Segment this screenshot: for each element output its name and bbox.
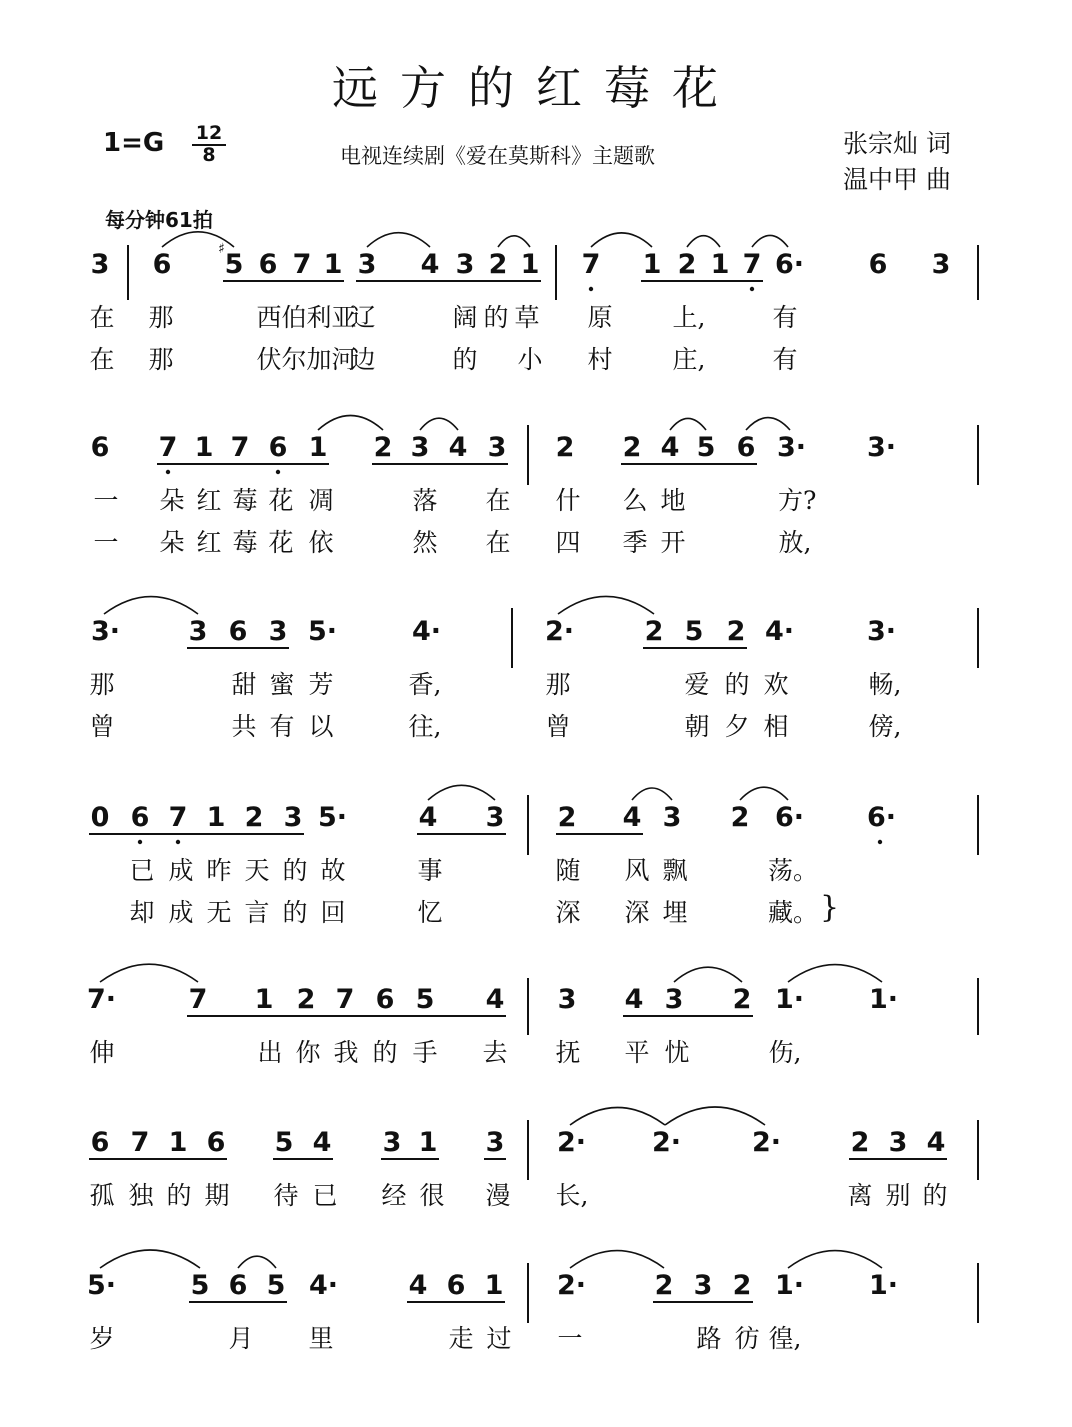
note: 4 <box>660 432 680 463</box>
note: 1 <box>168 1127 188 1158</box>
lyric-character: 花 <box>268 486 294 515</box>
note: 6 <box>228 616 248 647</box>
note: 2· <box>752 1127 782 1158</box>
note: 5 <box>266 1270 286 1301</box>
time-signature-bottom: 8 <box>202 144 216 166</box>
note: 6 <box>258 249 278 280</box>
note: 3 <box>485 802 505 833</box>
slur <box>100 964 198 982</box>
note: 3· <box>867 432 897 463</box>
note: 3 <box>931 249 951 280</box>
lyric-character: 边 <box>350 345 376 374</box>
lyric-character: 走 <box>448 1324 474 1353</box>
lyric-character: 一 <box>93 528 119 557</box>
slur <box>498 236 530 247</box>
slur <box>665 1107 765 1125</box>
lyric-character: 抚 <box>555 1038 581 1067</box>
note: 4· <box>412 616 442 647</box>
lyric-character: 伤, <box>768 1038 802 1067</box>
lyric-character: 放, <box>778 528 812 557</box>
lyric-character: 事 <box>417 856 443 885</box>
lyric-character: 一 <box>93 486 119 515</box>
lyric-character: 伸 <box>89 1038 115 1067</box>
lyric-character: 朵 <box>159 486 185 515</box>
lyric-character: 香, <box>408 670 442 699</box>
lyric-character: 风 <box>624 856 650 885</box>
note: 6 <box>375 984 395 1015</box>
lyric-character: 别 <box>885 1181 911 1210</box>
lyric-character: 辽 <box>350 303 376 332</box>
lyric-character: 伏 <box>256 345 282 374</box>
note: 2 <box>373 432 393 463</box>
lyric-character: 你 <box>295 1038 321 1067</box>
note: 3 <box>410 432 430 463</box>
note: 6 <box>736 432 756 463</box>
note: 2 <box>732 1270 752 1301</box>
note: 2 <box>557 802 577 833</box>
slur <box>162 232 234 247</box>
lyric-character: 蜜 <box>269 670 295 699</box>
lyric-character: 已 <box>312 1181 338 1210</box>
note: 2 <box>732 984 752 1015</box>
note: 6 <box>130 802 150 833</box>
lyric-character: 共 <box>231 712 257 741</box>
note: 0 <box>90 802 110 833</box>
lyric-character: 的 <box>372 1038 398 1067</box>
lyric-character: 然 <box>412 528 438 557</box>
lyric-character: 地 <box>660 486 686 515</box>
note: 4 <box>448 432 468 463</box>
lower-octave-dot <box>138 840 142 844</box>
note: 1· <box>775 1270 805 1301</box>
lyric-character: 的 <box>483 303 509 332</box>
lyric-character: 伯 <box>281 303 307 332</box>
lyric-character: 长, <box>555 1181 589 1210</box>
note: 1 <box>418 1127 438 1158</box>
lyric-character: 漫 <box>485 1181 511 1210</box>
lyric-character: 经 <box>381 1181 407 1210</box>
lyric-character: 成 <box>168 898 194 927</box>
note: 2 <box>644 616 664 647</box>
lyric-character: 西 <box>256 303 282 332</box>
note: 2· <box>652 1127 682 1158</box>
note: 5 <box>696 432 716 463</box>
lyric-character: 里 <box>308 1324 334 1353</box>
lyric-character: 以 <box>308 712 334 741</box>
lyric-character: 的 <box>166 1181 192 1210</box>
note: 2 <box>555 432 575 463</box>
lyric-character: 岁 <box>89 1324 115 1353</box>
lyric-character: 傍, <box>868 712 902 741</box>
note: 3 <box>557 984 577 1015</box>
note: 5· <box>87 1270 117 1301</box>
lyric-character: 什 <box>555 486 581 515</box>
lyric-character: 那 <box>89 670 115 699</box>
slur <box>104 597 198 614</box>
slur <box>570 1251 664 1268</box>
lyric-character: 加 <box>306 345 332 374</box>
slur <box>788 1251 882 1268</box>
lyric-character: 的 <box>282 856 308 885</box>
tempo-marking: 每分钟61拍 <box>105 208 213 232</box>
note: 7 <box>188 984 208 1015</box>
lyric-character: 那 <box>148 345 174 374</box>
lyric-character: 朵 <box>159 528 185 557</box>
lyric-character: 故 <box>320 856 346 885</box>
lyric-character: 有 <box>772 303 798 332</box>
note: 1 <box>710 249 730 280</box>
lyric-character: 尔 <box>281 345 307 374</box>
note: 6 <box>228 1270 248 1301</box>
lyric-character: 么 <box>622 486 648 515</box>
note: 6· <box>867 802 897 833</box>
lyric-character: 芳 <box>308 670 334 699</box>
note: 6 <box>268 432 288 463</box>
lower-octave-dot <box>166 470 170 474</box>
lyric-character: 阔 <box>452 303 478 332</box>
lyric-character: 过 <box>486 1324 512 1353</box>
note: 7 <box>335 984 355 1015</box>
note: 5 <box>224 249 244 280</box>
note: 7 <box>130 1127 150 1158</box>
note: 1 <box>194 432 214 463</box>
lyric-character: 落 <box>412 486 438 515</box>
note: 3· <box>867 616 897 647</box>
subtitle: 电视连续剧《爱在莫斯科》主题歌 <box>340 144 655 168</box>
note: 7 <box>158 432 178 463</box>
note: 4· <box>309 1270 339 1301</box>
note: 3 <box>268 616 288 647</box>
composer-credit: 温中甲 曲 <box>843 165 951 194</box>
lyric-character: 亚 <box>331 303 357 332</box>
note: 4 <box>624 984 644 1015</box>
note: 2 <box>850 1127 870 1158</box>
lyric-character: 相 <box>763 712 789 741</box>
lyric-character: 莓 <box>232 528 258 557</box>
lyric-character: 曾 <box>545 712 571 741</box>
lyric-character: 在 <box>485 486 511 515</box>
slur <box>591 233 652 247</box>
note: 4· <box>765 616 795 647</box>
slur <box>632 788 672 800</box>
note: 6 <box>152 249 172 280</box>
slur <box>100 1250 200 1268</box>
note: 7 <box>230 432 250 463</box>
note: 2 <box>244 802 264 833</box>
slur <box>318 416 383 431</box>
note: 3 <box>90 249 110 280</box>
note: 2 <box>730 802 750 833</box>
slur <box>238 1256 276 1268</box>
note: 4 <box>312 1127 332 1158</box>
note: 4 <box>418 802 438 833</box>
lyric-character: 河 <box>331 345 357 374</box>
slur <box>428 785 495 800</box>
note: 6 <box>868 249 888 280</box>
note: 6 <box>446 1270 466 1301</box>
lyric-character: 红 <box>196 486 222 515</box>
note: 2· <box>557 1127 587 1158</box>
slur <box>558 596 654 614</box>
lyric-character: 待 <box>273 1181 299 1210</box>
lyric-character: 已 <box>129 856 155 885</box>
lyric-character: 莓 <box>232 486 258 515</box>
note: 7 <box>581 249 601 280</box>
lyric-character: 忆 <box>417 898 443 927</box>
time-signature-top: 12 <box>192 124 226 146</box>
lyric-character: 有 <box>772 345 798 374</box>
note: 7 <box>742 249 762 280</box>
lyric-character: 朝 <box>684 712 710 741</box>
lyric-character: 在 <box>89 345 115 374</box>
song-title: 远方的红莓花 <box>332 61 740 115</box>
note: 3 <box>888 1127 908 1158</box>
lyric-character: 埋 <box>662 898 688 927</box>
note: 4 <box>926 1127 946 1158</box>
lyric-character: 四 <box>555 528 581 557</box>
note: 6 <box>90 1127 110 1158</box>
note: 1 <box>484 1270 504 1301</box>
slur <box>367 233 430 247</box>
note: 5· <box>308 616 338 647</box>
lower-octave-dot <box>589 287 593 291</box>
key-signature: 1=G <box>103 128 165 158</box>
lyric-character: 爱 <box>684 670 710 699</box>
lyric-character: 的 <box>282 898 308 927</box>
note: 3· <box>777 432 807 463</box>
note: 2· <box>545 616 575 647</box>
lyric-character: 很 <box>419 1181 445 1210</box>
lyric-character: 深 <box>555 898 581 927</box>
lyric-character: 独 <box>128 1181 154 1210</box>
lyric-character: 荡。 <box>768 856 819 885</box>
lyric-character: 忧 <box>664 1038 690 1067</box>
lyric-character: 离 <box>847 1181 873 1210</box>
note: 5 <box>415 984 435 1015</box>
lyric-character: 徨, <box>768 1324 802 1353</box>
lyric-character: 花 <box>268 528 294 557</box>
lyric-character: 那 <box>545 670 571 699</box>
note: 5· <box>318 802 348 833</box>
lyric-character: 甜 <box>231 670 257 699</box>
lyric-character: 季 <box>622 528 648 557</box>
slur <box>420 418 458 430</box>
verse-brace: } <box>820 890 840 925</box>
lyric-character: 小 <box>517 345 543 374</box>
note: 2 <box>677 249 697 280</box>
note: 1 <box>308 432 328 463</box>
lyricist-credit: 张宗灿 词 <box>843 129 951 158</box>
lyric-character: 原 <box>587 303 613 332</box>
note: 1 <box>206 802 226 833</box>
lyric-character: 的 <box>724 670 750 699</box>
note: 3 <box>455 249 475 280</box>
note: 3· <box>91 616 121 647</box>
note: 2 <box>654 1270 674 1301</box>
lyric-character: 一 <box>557 1324 583 1353</box>
slur <box>788 965 882 982</box>
lyric-character: 回 <box>320 898 346 927</box>
lyric-character: 平 <box>624 1038 650 1067</box>
note: 1 <box>642 249 662 280</box>
note: 5 <box>274 1127 294 1158</box>
slur <box>670 418 706 430</box>
note: 1 <box>323 249 343 280</box>
lyric-character: 有 <box>269 712 295 741</box>
lyric-character: 我 <box>333 1038 359 1067</box>
lyric-character: 那 <box>148 303 174 332</box>
lyric-character: 天 <box>244 856 270 885</box>
lower-octave-dot <box>750 287 754 291</box>
lyric-character: 庄, <box>672 345 706 374</box>
lyric-character: 去 <box>482 1038 508 1067</box>
note: 3 <box>487 432 507 463</box>
note: 3 <box>283 802 303 833</box>
note: 1· <box>775 984 805 1015</box>
note: 2 <box>726 616 746 647</box>
lyric-character: 路 <box>696 1324 722 1353</box>
lyric-character: 的 <box>922 1181 948 1210</box>
note: 3 <box>664 984 684 1015</box>
slur <box>746 418 790 430</box>
lyric-character: 昨 <box>206 856 232 885</box>
lyric-character: 成 <box>168 856 194 885</box>
note: 5 <box>190 1270 210 1301</box>
slur <box>740 787 788 800</box>
sharp-sign-icon: ♯ <box>218 241 225 257</box>
lyric-character: 欢 <box>763 670 789 699</box>
lyric-character: 凋 <box>308 486 334 515</box>
lyric-character: 却 <box>129 898 155 927</box>
note: 1 <box>520 249 540 280</box>
note: 2· <box>557 1270 587 1301</box>
note: 3 <box>382 1127 402 1158</box>
note: 4 <box>622 802 642 833</box>
lyric-character: 方? <box>778 486 817 515</box>
lyric-character: 飘 <box>662 856 688 885</box>
note: 6· <box>775 249 805 280</box>
lyric-character: 藏。 <box>768 898 819 927</box>
lyric-character: 上, <box>672 303 706 332</box>
note: 3 <box>693 1270 713 1301</box>
lyric-character: 开 <box>660 528 686 557</box>
lyric-character: 彷 <box>734 1324 760 1353</box>
lyric-character: 无 <box>206 898 232 927</box>
note: 3 <box>188 616 208 647</box>
lyric-character: 畅, <box>868 670 902 699</box>
slur <box>570 1108 665 1126</box>
note: 1 <box>254 984 274 1015</box>
note: 1· <box>869 984 899 1015</box>
note: 2 <box>488 249 508 280</box>
lyric-character: 在 <box>89 303 115 332</box>
lyric-character: 孤 <box>89 1181 115 1210</box>
lower-octave-dot <box>878 840 882 844</box>
note: 2 <box>622 432 642 463</box>
lyric-character: 随 <box>555 856 581 885</box>
note: 2 <box>296 984 316 1015</box>
lyric-character: 草 <box>514 303 540 332</box>
lyric-character: 期 <box>204 1181 230 1210</box>
note: 3 <box>357 249 377 280</box>
lyric-character: 曾 <box>89 712 115 741</box>
lyric-character: 依 <box>308 528 334 557</box>
lyric-character: 的 <box>452 345 478 374</box>
note: 7 <box>168 802 188 833</box>
lyric-character: 红 <box>196 528 222 557</box>
lower-octave-dot <box>176 840 180 844</box>
lyric-character: 利 <box>306 303 332 332</box>
lyric-character: 言 <box>244 898 270 927</box>
note: 4 <box>408 1270 428 1301</box>
note: 6 <box>90 432 110 463</box>
note: 4 <box>485 984 505 1015</box>
lyric-character: 往, <box>408 712 442 741</box>
note: 5 <box>684 616 704 647</box>
note: 7 <box>292 249 312 280</box>
lyric-character: 深 <box>624 898 650 927</box>
lyric-character: 月 <box>228 1324 254 1353</box>
lower-octave-dot <box>276 470 280 474</box>
note: 7· <box>87 984 117 1015</box>
note: 6· <box>775 802 805 833</box>
note: 1· <box>869 1270 899 1301</box>
note: 6 <box>206 1127 226 1158</box>
lyric-character: 夕 <box>724 712 750 741</box>
lyric-character: 在 <box>485 528 511 557</box>
lyric-character: 村 <box>587 345 613 374</box>
slur <box>687 236 720 247</box>
lyric-character: 手 <box>412 1038 438 1067</box>
note: 3 <box>485 1127 505 1158</box>
note: 3 <box>662 802 682 833</box>
slur <box>752 235 788 247</box>
note: 4 <box>420 249 440 280</box>
lyric-character: 出 <box>257 1038 283 1067</box>
slur <box>674 967 742 982</box>
